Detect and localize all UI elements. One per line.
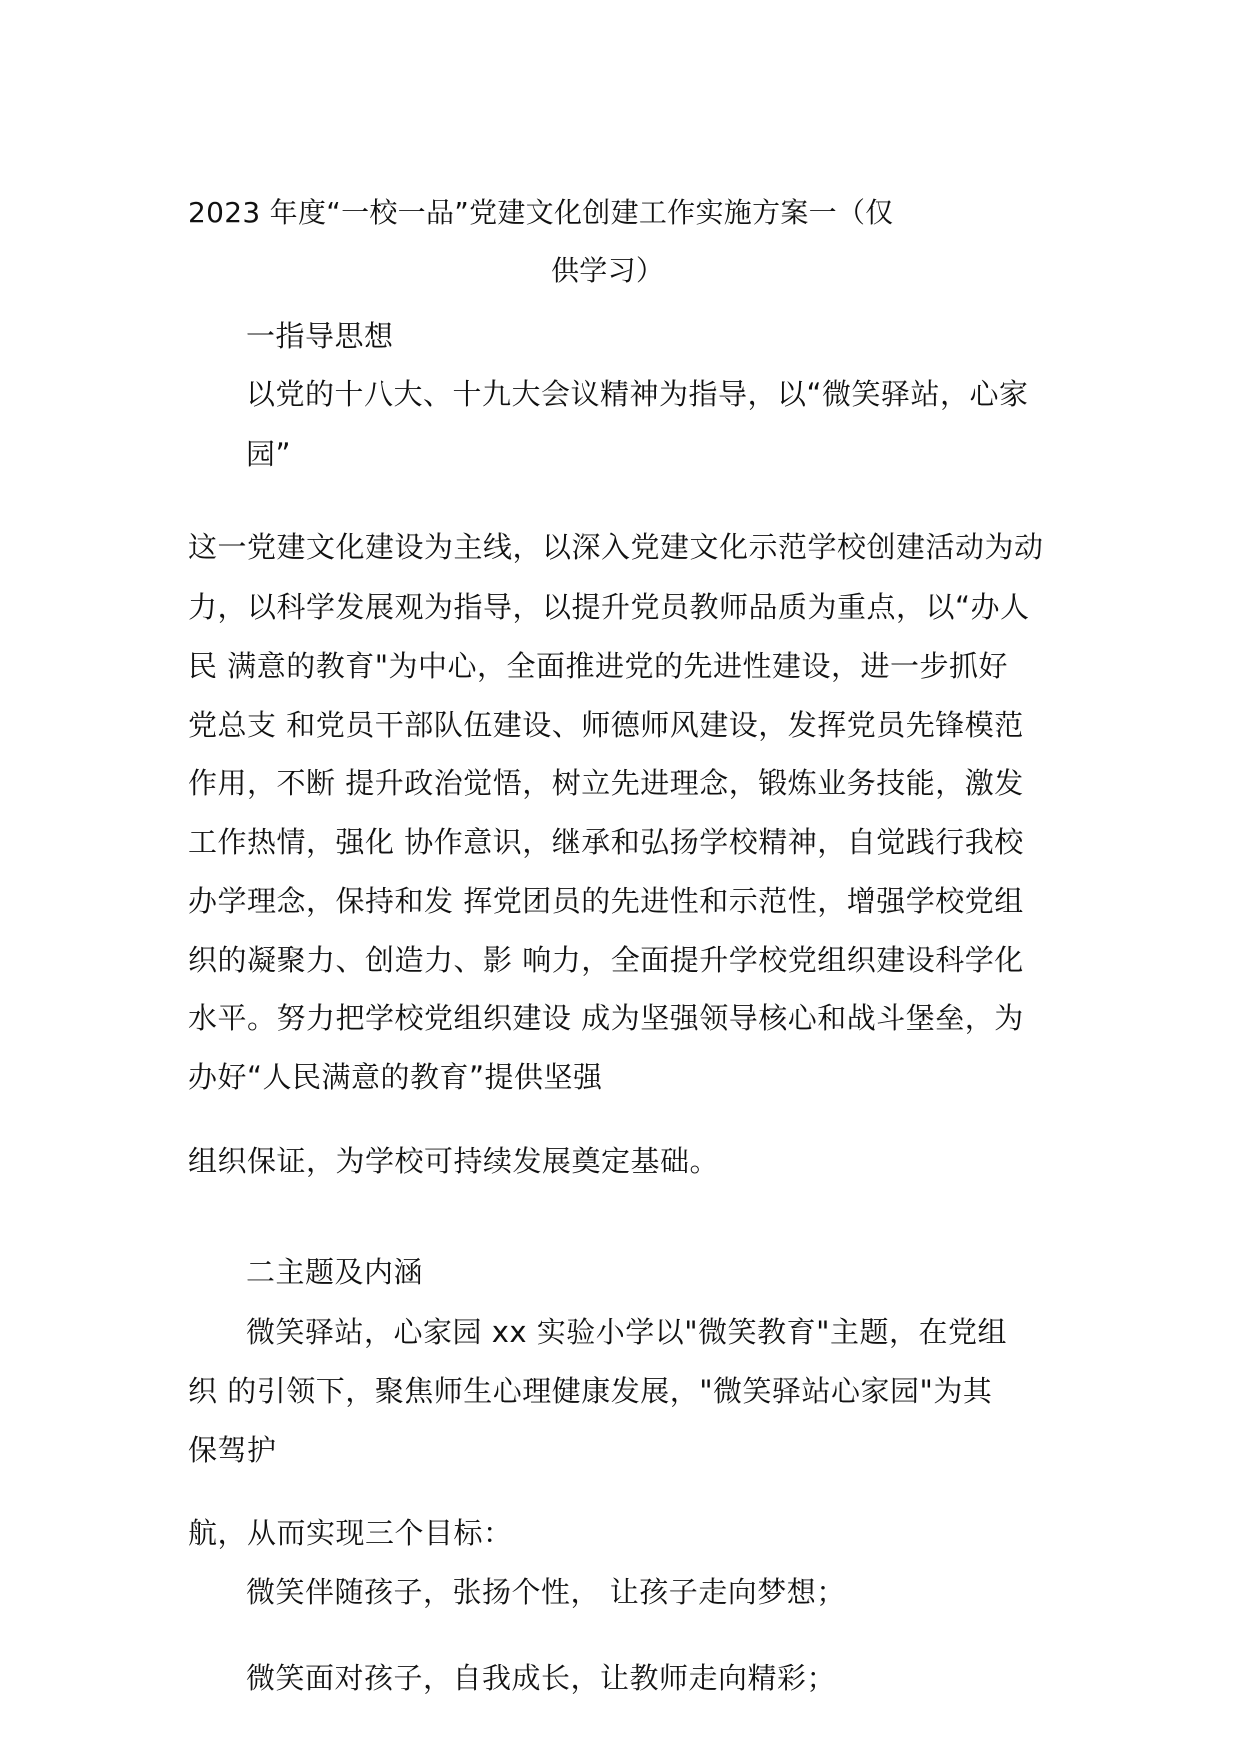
- paragraph-line: 民 满意的教育"为中心，全面推进党的先进性建设，进一步抓好: [188, 649, 1009, 683]
- paragraph-line: 办好“人民满意的教育”提供坚强: [188, 1060, 603, 1094]
- paragraph-line: 以党的十八大、十九大会议精神为指导，以“微笑驿站，心家: [246, 377, 1029, 411]
- paragraph-line: 作用，不断 提升政治觉悟，树立先进理念，锻炼业务技能，激发: [188, 766, 1024, 800]
- section-heading-2: 二主题及内涵: [246, 1255, 424, 1289]
- paragraph-line: 力，以科学发展观为指导，以提升党员教师品质为重点，以“办人: [188, 590, 1030, 624]
- paragraph-line: 织的凝聚力、创造力、影 响力，全面提升学校党组织建设科学化: [188, 943, 1024, 977]
- paragraph-line: 党总支 和党员干部队伍建设、师德师风建设，发挥党员先锋模范: [188, 708, 1024, 742]
- paragraph-line: 微笑驿站，心家园 xx 实验小学以"微笑教育"主题，在党组: [246, 1315, 1007, 1349]
- paragraph-line: 保驾护: [188, 1433, 277, 1467]
- paragraph-line: 组织保证，为学校可持续发展奠定基础。: [188, 1144, 720, 1178]
- paragraph-line: 这一党建文化建设为主线，以深入党建文化示范学校创建活动为动: [188, 530, 1044, 564]
- document-title-line-2: 供学习）: [551, 254, 665, 287]
- section-heading-1: 一指导思想: [246, 319, 394, 353]
- paragraph-line: 航，从而实现三个目标：: [188, 1516, 513, 1550]
- paragraph-line: 办学理念，保持和发 挥党团员的先进性和示范性，增强学校党组: [188, 884, 1024, 918]
- paragraph-line: 织 的引领下，聚焦师生心理健康发展，"微笑驿站心家园"为其: [188, 1374, 993, 1408]
- paragraph-line: 工作热情，强化 协作意识，继承和弘扬学校精神，自觉践行我校: [188, 825, 1024, 859]
- document-title-line-1: 2023 年度“一校一品”党建文化创建工作实施方案一（仅: [188, 196, 894, 229]
- paragraph-line: 园”: [246, 437, 292, 471]
- goal-item: 微笑伴随孩子，张扬个性， 让孩子走向梦想；: [246, 1575, 846, 1609]
- paragraph-line: 水平。努力把学校党组织建设 成为坚强领导核心和战斗堡垒，为: [188, 1001, 1024, 1035]
- goal-item: 微笑面对孩子，自我成长，让教师走向精彩；: [246, 1661, 837, 1695]
